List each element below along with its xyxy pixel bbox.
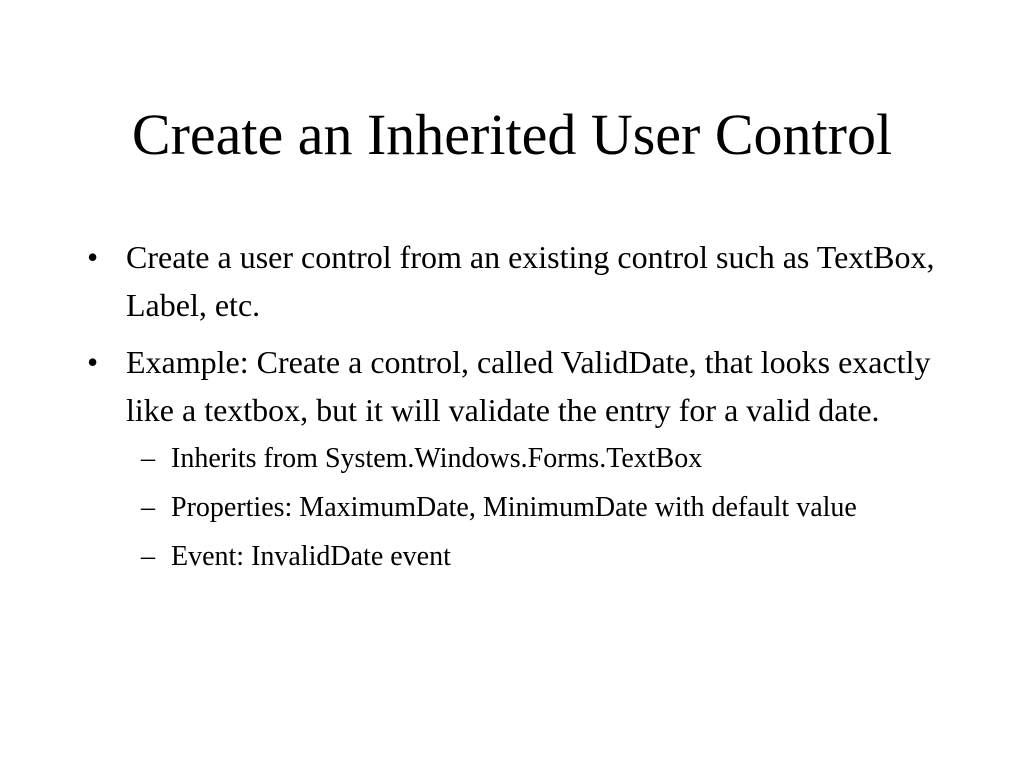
bullet-item [87,338,947,577]
bullet-text: Example: Create a control, called ValidDate, that looks exactly like a textbox, but it will validate the entry for a valid date. [126,344,931,428]
bullet-marker: • [87,344,99,380]
sub-bullet-marker: – [141,443,155,474]
sub-bullet-item [126,439,947,479]
sub-bullet-list [126,439,947,577]
sub-bullet-text: Properties: MaximumDate, MinimumDate with default value [171,492,857,523]
sub-bullet-marker: – [141,492,155,523]
bullet-item [87,233,947,329]
bullet-list [87,233,947,586]
sub-bullet-text: Inherits from System.Windows.Forms.TextBox [171,443,703,474]
bullet-marker: • [87,239,99,275]
sub-bullet-item [126,488,947,528]
bullet-text: Create a user control from an existing control such as TextBox, Label, etc. [126,239,935,323]
sub-bullet-marker: – [141,541,155,572]
slide-title: Create an Inherited User Control [131,102,893,167]
sub-bullet-text: Event: InvalidDate event [171,541,451,572]
sub-bullet-item [126,537,947,577]
